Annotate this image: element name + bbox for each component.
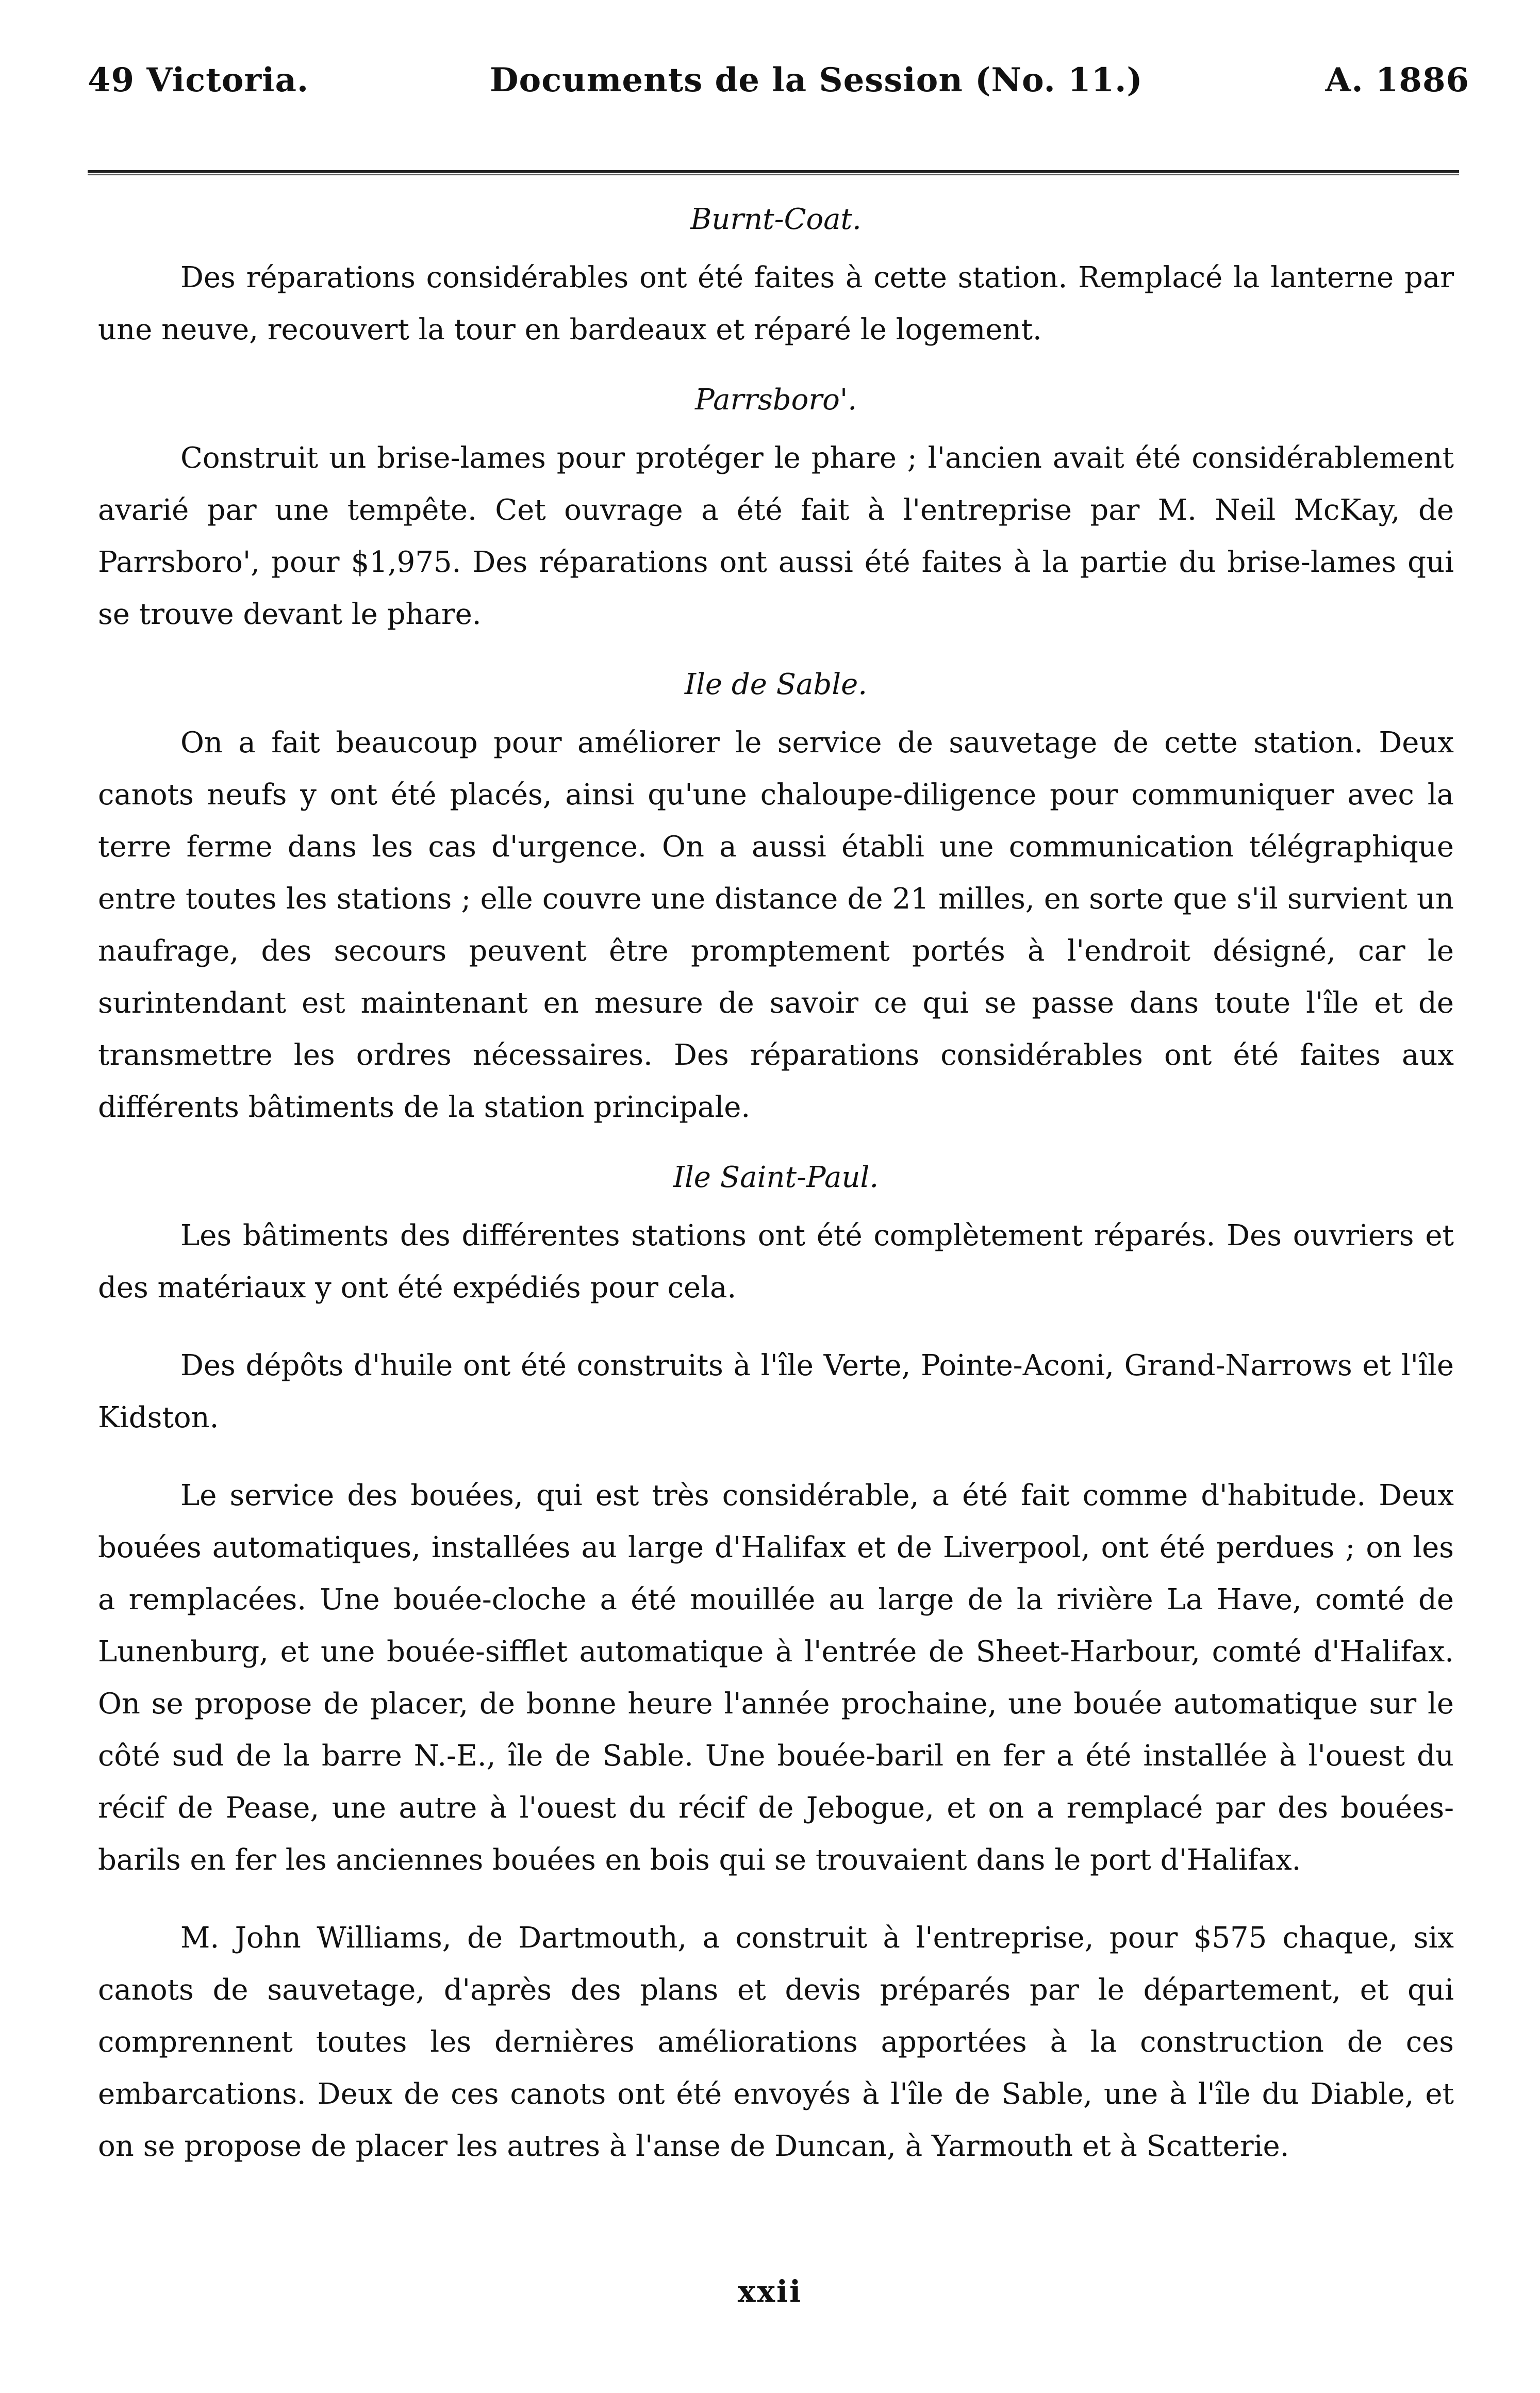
paragraph: Des dépôts d'huile ont été construits à l'île Verte, Pointe-Aconi, Grand-Narrows et l'île Kidston. [98, 1349, 1454, 1434]
paragraph: M. John Williams, de Dartmouth, a construit à l'entreprise, pour $575 chaque, six canots de sauvetage, d'après des plans et devis préparés par le département, et qui comprennent toutes les dernières améliorations apportées à la construction de ces embarcations. Deux de ces canots ont été envoyés à l'île de Sable, une à l'île du Diable, et on se propose de placer les autres à l'anse de Duncan, à Yarmouth et à Scatterie. [98, 1921, 1454, 2163]
section-title-burnt-coat: Burnt-Coat. [690, 203, 862, 236]
section-title-ile-de-sable: Ile de Sable. [684, 668, 868, 701]
header-volume: 49 Victoria. [88, 61, 309, 100]
section-title-parrsboro: Parrsboro'. [694, 383, 857, 417]
document-body [98, 201, 1454, 2289]
header-title: Documents de la Session (No. 11.) [490, 61, 1143, 100]
paragraph: Des réparations considérables ont été faites à cette station. Remplacé la lanterne par une neuve, recouvert la tour en bardeaux et réparé le logement. [98, 261, 1454, 346]
running-header [88, 61, 1469, 107]
paragraph: Le service des bouées, qui est très considérable, a été fait comme d'habitude. Deux bouées automatiques, installées au large d'Halifax et de Liverpool, ont été perdues ; on les a remplacées. Une bouée-cloche a été mouillée au large de la rivière La Have, comté de Lunenburg, et une bouée-sifflet automatique à l'entrée de Sheet-Harbour, comté d'Halifax. On se propose de placer, de bonne heure l'année prochaine, une bouée automatique sur le côté sud de la barre N.-E., île de Sable. Une bouée-baril en fer a été installée à l'ouest du récif de Pease, une autre à l'ouest du récif de Jebogue, et on a remplacé par des bouées-barils en fer les anciennes bouées en bois qui se trouvaient dans le port d'Halifax. [98, 1479, 1454, 1877]
page-number: xxii [737, 2274, 803, 2309]
section-title-ile-saint-paul: Ile Saint-Paul. [673, 1161, 879, 1194]
paragraph: Construit un brise-lames pour protéger le phare ; l'ancien avait été considérablement avarié par une tempête. Cet ouvrage a été fait à l'entreprise par M. Neil McKay, de Parrsboro', pour $1,975. Des réparations ont aussi été faites à la partie du brise-lames qui se trouve devant le phare. [98, 441, 1454, 631]
paragraph: Les bâtiments des différentes stations ont été complètement réparés. Des ouvriers et des matériaux y ont été expédiés pour cela. [98, 1219, 1454, 1305]
header-year: A. 1886 [1325, 61, 1469, 100]
header-rule [88, 170, 1459, 173]
header-rule-secondary [88, 174, 1459, 175]
paragraph: On a fait beaucoup pour améliorer le service de sauvetage de cette station. Deux canots neufs y ont été placés, ainsi qu'une chaloupe-diligence pour communiquer avec la terre ferme dans les cas d'urgence. On a aussi établi une communication télégraphique entre toutes les stations ; elle couvre une distance de 21 milles, en sorte que s'il survient un naufrage, des secours peuvent être promptement portés à l'endroit désigné, car le surintendant est maintenant en mesure de savoir ce qui se passe dans toute l'île et de transmettre les ordres nécessaires. Des réparations considérables ont été faites aux différents bâtiments de la station principale. [98, 726, 1454, 1124]
